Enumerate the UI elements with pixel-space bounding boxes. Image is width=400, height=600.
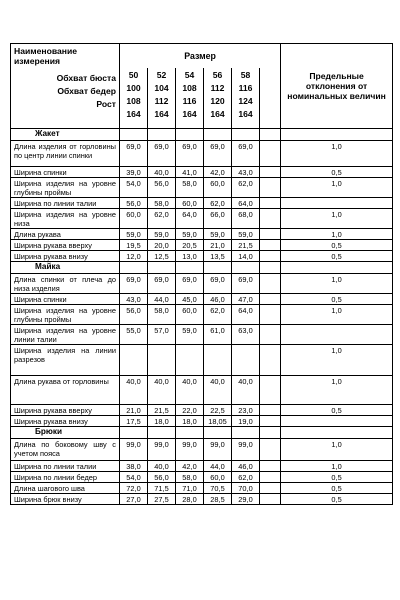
- size-value: 104: [154, 83, 169, 93]
- size-measurement-cell: 59,0: [176, 325, 204, 345]
- size-measurement-cell: 55,0: [120, 325, 148, 345]
- size-measurement-cell: 69,0: [176, 274, 204, 294]
- tolerance-cell: [281, 198, 393, 209]
- measurement-name: Ширина спинки: [11, 167, 120, 178]
- size-measurement-cell: 60,0: [204, 178, 232, 198]
- size-measurement-cell: 13,5: [204, 251, 232, 262]
- size-value: 108: [126, 96, 141, 106]
- section-title: Жакет: [11, 129, 120, 141]
- size-measurement-cell: 12,0: [120, 251, 148, 262]
- size-value: 50: [128, 70, 139, 80]
- size-measurement-cell: 69,0: [148, 141, 176, 167]
- size-value: 164: [210, 109, 225, 119]
- table-row: [11, 483, 393, 494]
- blank-cell: [260, 345, 281, 376]
- size-measurement-cell: 19,5: [120, 240, 148, 251]
- size-measurement-cell: 18,0: [176, 416, 204, 427]
- size-measurement-cell: 40,0: [148, 461, 176, 472]
- header-params: [14, 72, 116, 111]
- size-measurement-cell: 17,5: [120, 416, 148, 427]
- table-row: [11, 229, 393, 240]
- measurement-name: Ширина изделия на уровне глубины проймы: [11, 305, 120, 325]
- size-measurement-cell: 27,5: [148, 494, 176, 505]
- size-measurement-cell: 56,0: [148, 472, 176, 483]
- table-row: [11, 494, 393, 505]
- size-measurement-cell: 58,0: [176, 472, 204, 483]
- size-measurement-cell: 40,0: [232, 376, 260, 405]
- measurement-name: Ширина рукава внизу: [11, 251, 120, 262]
- section-blank-cell: [204, 129, 232, 141]
- size-measurement-cell: 60,0: [120, 209, 148, 229]
- table-row: [11, 376, 393, 405]
- size-value: 116: [182, 96, 197, 106]
- size-measurement-cell: 28,0: [176, 494, 204, 505]
- table-row: [11, 167, 393, 178]
- size-measurement-cell: 39,0: [120, 167, 148, 178]
- tolerance-cell: 0,5: [281, 251, 393, 262]
- size-measurement-cell: 40,0: [148, 376, 176, 405]
- size-chart-document: [10, 43, 392, 505]
- measurement-name: Ширина по линии талии: [11, 198, 120, 209]
- size-value: 164: [182, 109, 197, 119]
- tolerance-cell: 1,0: [281, 178, 393, 198]
- size-measurement-cell: 64,0: [232, 198, 260, 209]
- size-value: 124: [238, 96, 253, 106]
- blank-cell: [260, 494, 281, 505]
- size-measurement-cell: 38,0: [120, 461, 148, 472]
- size-measurement-cell: 69,0: [120, 141, 148, 167]
- table-row: [11, 305, 393, 325]
- size-measurement-cell: 69,0: [120, 274, 148, 294]
- blank-cell: [260, 274, 281, 294]
- table-row: [11, 198, 393, 209]
- size-measurement-cell: 40,0: [148, 167, 176, 178]
- table-row: [11, 416, 393, 427]
- size-measurement-cell: 57,0: [148, 325, 176, 345]
- size-measurement-cell: 62,0: [232, 472, 260, 483]
- size-value: 164: [154, 109, 169, 119]
- size-column-2: [176, 68, 204, 129]
- size-measurement-cell: 13,0: [176, 251, 204, 262]
- size-measurement-cell: 46,0: [204, 294, 232, 305]
- size-measurement-cell: 62,0: [148, 209, 176, 229]
- size-measurement-cell: 60,0: [204, 472, 232, 483]
- header-row-title: [11, 44, 393, 69]
- blank-cell: [260, 305, 281, 325]
- size-measurement-cell: 21,5: [232, 240, 260, 251]
- blank-cell: [260, 229, 281, 240]
- tolerance-cell: 1,0: [281, 439, 393, 461]
- measurement-name: Ширина рукава внизу: [11, 416, 120, 427]
- size-measurement-cell: 59,0: [120, 229, 148, 240]
- size-measurement-cell: 46,0: [232, 461, 260, 472]
- size-measurement-cell: 22,0: [176, 405, 204, 416]
- blank-cell: [260, 472, 281, 483]
- size-measurement-cell: 45,0: [176, 294, 204, 305]
- size-measurement-cell: [176, 345, 204, 376]
- size-measurement-cell: 69,0: [232, 141, 260, 167]
- blank-cell: [260, 483, 281, 494]
- size-measurement-cell: 71,5: [148, 483, 176, 494]
- size-measurement-cell: 62,0: [232, 178, 260, 198]
- table-row: [11, 405, 393, 416]
- section-blank-cell: [232, 129, 260, 141]
- section-row: [11, 262, 393, 274]
- size-measurement-cell: 59,0: [204, 229, 232, 240]
- section-blank-cell: [232, 427, 260, 439]
- header-name-line2: измерения: [14, 56, 60, 66]
- tolerance-cell: 0,5: [281, 240, 393, 251]
- size-value: 164: [126, 109, 141, 119]
- blank-cell: [260, 461, 281, 472]
- size-measurement-cell: [120, 345, 148, 376]
- size-measurement-cell: 44,0: [204, 461, 232, 472]
- section-blank-cell: [120, 129, 148, 141]
- size-measurement-cell: 69,0: [204, 274, 232, 294]
- size-measurement-cell: 99,0: [232, 439, 260, 461]
- size-column-3: [204, 68, 232, 129]
- size-measurement-cell: 99,0: [148, 439, 176, 461]
- size-column-4: [232, 68, 260, 129]
- measurement-name: Ширина спинки: [11, 294, 120, 305]
- table-row: [11, 472, 393, 483]
- size-measurement-cell: 56,0: [148, 178, 176, 198]
- measurement-name: Ширина рукава вверху: [11, 240, 120, 251]
- measurement-name: Ширина рукава вверху: [11, 405, 120, 416]
- table-body: [11, 44, 393, 505]
- size-measurement-cell: 69,0: [176, 141, 204, 167]
- size-measurement-cell: 54,0: [120, 178, 148, 198]
- section-title: Майка: [11, 262, 120, 274]
- size-measurement-cell: 42,0: [204, 167, 232, 178]
- size-value: 54: [184, 70, 195, 80]
- section-row: [11, 129, 393, 141]
- size-measurement-cell: [204, 345, 232, 376]
- blank-cell: [260, 416, 281, 427]
- size-measurement-cell: 99,0: [120, 439, 148, 461]
- size-measurement-cell: 72,0: [120, 483, 148, 494]
- size-measurement-cell: 59,0: [232, 229, 260, 240]
- section-blank-cell: [232, 262, 260, 274]
- size-column-blank: [260, 68, 281, 129]
- measurement-name: Ширина изделия на уровне линии талии: [11, 325, 120, 345]
- size-measurement-cell: 69,0: [232, 274, 260, 294]
- size-measurement-cell: 20,5: [176, 240, 204, 251]
- size-chart-table: [10, 43, 393, 505]
- table-row: [11, 439, 393, 461]
- section-blank-cell: [204, 427, 232, 439]
- size-measurement-cell: 40,0: [176, 376, 204, 405]
- measurement-name: Длина рукава: [11, 229, 120, 240]
- blank-cell: [260, 198, 281, 209]
- blank-cell: [260, 178, 281, 198]
- measurement-name-header: [11, 44, 120, 129]
- tolerance-cell: 0,5: [281, 483, 393, 494]
- section-blank-cell: [260, 427, 281, 439]
- table-row: [11, 141, 393, 167]
- tolerance-cell: [281, 325, 393, 345]
- size-measurement-cell: 42,0: [176, 461, 204, 472]
- size-value: 100: [126, 83, 141, 93]
- measurement-name: Длина изделия от горловины по центр линии спинки: [11, 141, 120, 167]
- tolerance-header: Предельные отклонения от номинальных величин: [281, 44, 393, 129]
- section-blank-cell: [148, 262, 176, 274]
- size-measurement-cell: 29,0: [232, 494, 260, 505]
- size-measurement-cell: 69,0: [204, 141, 232, 167]
- tolerance-cell: 1,0: [281, 229, 393, 240]
- section-blank-cell: [176, 129, 204, 141]
- size-measurement-cell: 21,0: [204, 240, 232, 251]
- size-measurement-cell: 99,0: [176, 439, 204, 461]
- table-row: [11, 240, 393, 251]
- tolerance-cell: 1,0: [281, 305, 393, 325]
- size-column-1: [148, 68, 176, 129]
- size-value: 108: [182, 83, 197, 93]
- size-measurement-cell: 28,5: [204, 494, 232, 505]
- measurement-name: Длина рукава от горловины: [11, 376, 120, 405]
- table-row: [11, 325, 393, 345]
- section-blank-cell: [281, 427, 393, 439]
- tolerance-cell: 1,0: [281, 345, 393, 376]
- size-measurement-cell: 27,0: [120, 494, 148, 505]
- size-measurement-cell: 63,0: [232, 325, 260, 345]
- size-measurement-cell: 68,0: [232, 209, 260, 229]
- size-measurement-cell: 58,0: [148, 198, 176, 209]
- size-measurement-cell: 40,0: [204, 376, 232, 405]
- size-measurement-cell: 43,0: [120, 294, 148, 305]
- size-measurement-cell: 18,05: [204, 416, 232, 427]
- section-row: [11, 427, 393, 439]
- section-blank-cell: [120, 427, 148, 439]
- measurement-name: Ширина изделия на уровне глубины проймы: [11, 178, 120, 198]
- header-name-line1: Наименование: [14, 46, 78, 56]
- blank-cell: [260, 167, 281, 178]
- size-value: 52: [156, 70, 167, 80]
- size-measurement-cell: 71,0: [176, 483, 204, 494]
- size-measurement-cell: 64,0: [176, 209, 204, 229]
- size-measurement-cell: 59,0: [176, 229, 204, 240]
- tolerance-cell: 1,0: [281, 461, 393, 472]
- section-blank-cell: [148, 427, 176, 439]
- section-title: Брюки: [11, 427, 120, 439]
- size-measurement-cell: 18,0: [148, 416, 176, 427]
- size-measurement-cell: 56,0: [120, 305, 148, 325]
- size-measurement-cell: 14,0: [232, 251, 260, 262]
- tolerance-cell: 0,5: [281, 405, 393, 416]
- size-measurement-cell: 60,0: [176, 305, 204, 325]
- size-value: 112: [210, 83, 225, 93]
- size-measurement-cell: 61,0: [204, 325, 232, 345]
- tolerance-cell: 1,0: [281, 209, 393, 229]
- table-row: [11, 251, 393, 262]
- table-row: [11, 345, 393, 376]
- tolerance-cell: 1,0: [281, 274, 393, 294]
- size-column-0: [120, 68, 148, 129]
- section-blank-cell: [260, 262, 281, 274]
- section-blank-cell: [204, 262, 232, 274]
- measurement-name: Ширина по линии бедер: [11, 472, 120, 483]
- size-value: 56: [212, 70, 223, 80]
- size-value: 58: [240, 70, 251, 80]
- size-header: Размер: [120, 44, 281, 69]
- size-measurement-cell: 66,0: [204, 209, 232, 229]
- size-measurement-cell: 64,0: [232, 305, 260, 325]
- size-measurement-cell: [148, 345, 176, 376]
- size-measurement-cell: 23,0: [232, 405, 260, 416]
- size-measurement-cell: 60,0: [176, 198, 204, 209]
- blank-cell: [260, 294, 281, 305]
- table-row: [11, 209, 393, 229]
- tolerance-cell: 1,0: [281, 141, 393, 167]
- table-row: [11, 274, 393, 294]
- tolerance-cell: [281, 416, 393, 427]
- size-measurement-cell: 70,0: [232, 483, 260, 494]
- measurement-name: Ширина изделия на линии разрезов: [11, 345, 120, 376]
- param-bust: Обхват бюста: [56, 73, 116, 83]
- measurement-name: Длина спинки от плеча до низа изделия: [11, 274, 120, 294]
- section-blank-cell: [176, 262, 204, 274]
- size-measurement-cell: 59,0: [148, 229, 176, 240]
- blank-cell: [260, 325, 281, 345]
- size-measurement-cell: 70,5: [204, 483, 232, 494]
- size-measurement-cell: 69,0: [148, 274, 176, 294]
- measurement-name: Ширина брюк внизу: [11, 494, 120, 505]
- section-blank-cell: [281, 262, 393, 274]
- size-measurement-cell: 19,0: [232, 416, 260, 427]
- section-blank-cell: [176, 427, 204, 439]
- size-measurement-cell: 62,0: [204, 305, 232, 325]
- param-height: Рост: [96, 99, 116, 109]
- blank-cell: [260, 141, 281, 167]
- measurement-name: Ширина по линии талии: [11, 461, 120, 472]
- section-blank-cell: [120, 262, 148, 274]
- size-measurement-cell: 21,5: [148, 405, 176, 416]
- table-row: [11, 294, 393, 305]
- size-measurement-cell: 54,0: [120, 472, 148, 483]
- section-blank-cell: [260, 129, 281, 141]
- size-value: 116: [238, 83, 253, 93]
- blank-cell: [260, 439, 281, 461]
- blank-cell: [260, 209, 281, 229]
- tolerance-cell: 0,5: [281, 294, 393, 305]
- blank-cell: [260, 251, 281, 262]
- size-measurement-cell: 22,5: [204, 405, 232, 416]
- measurement-name: Длина по боковому шву с учетом пояса: [11, 439, 120, 461]
- tolerance-cell: 0,5: [281, 494, 393, 505]
- size-measurement-cell: 40,0: [120, 376, 148, 405]
- size-measurement-cell: 43,0: [232, 167, 260, 178]
- measurement-name: Ширина изделия на уровне низа: [11, 209, 120, 229]
- size-measurement-cell: 58,0: [176, 178, 204, 198]
- size-measurement-cell: 56,0: [120, 198, 148, 209]
- tolerance-cell: 0,5: [281, 472, 393, 483]
- measurement-name: Длина шагового шва: [11, 483, 120, 494]
- size-measurement-cell: 41,0: [176, 167, 204, 178]
- size-measurement-cell: 44,0: [148, 294, 176, 305]
- tolerance-cell: 0,5: [281, 167, 393, 178]
- size-measurement-cell: 58,0: [148, 305, 176, 325]
- size-value: 164: [238, 109, 253, 119]
- section-blank-cell: [281, 129, 393, 141]
- table-row: [11, 178, 393, 198]
- size-measurement-cell: [232, 345, 260, 376]
- blank-cell: [260, 240, 281, 251]
- size-measurement-cell: 12,5: [148, 251, 176, 262]
- size-measurement-cell: 62,0: [204, 198, 232, 209]
- size-measurement-cell: 20,0: [148, 240, 176, 251]
- param-hips: Обхват бедер: [57, 86, 116, 96]
- size-value: 120: [210, 96, 225, 106]
- size-measurement-cell: 99,0: [204, 439, 232, 461]
- tolerance-cell: 1,0: [281, 376, 393, 405]
- size-measurement-cell: 21,0: [120, 405, 148, 416]
- blank-cell: [260, 405, 281, 416]
- size-value: 112: [154, 96, 169, 106]
- section-blank-cell: [148, 129, 176, 141]
- table-row: [11, 461, 393, 472]
- size-measurement-cell: 47,0: [232, 294, 260, 305]
- blank-cell: [260, 376, 281, 405]
